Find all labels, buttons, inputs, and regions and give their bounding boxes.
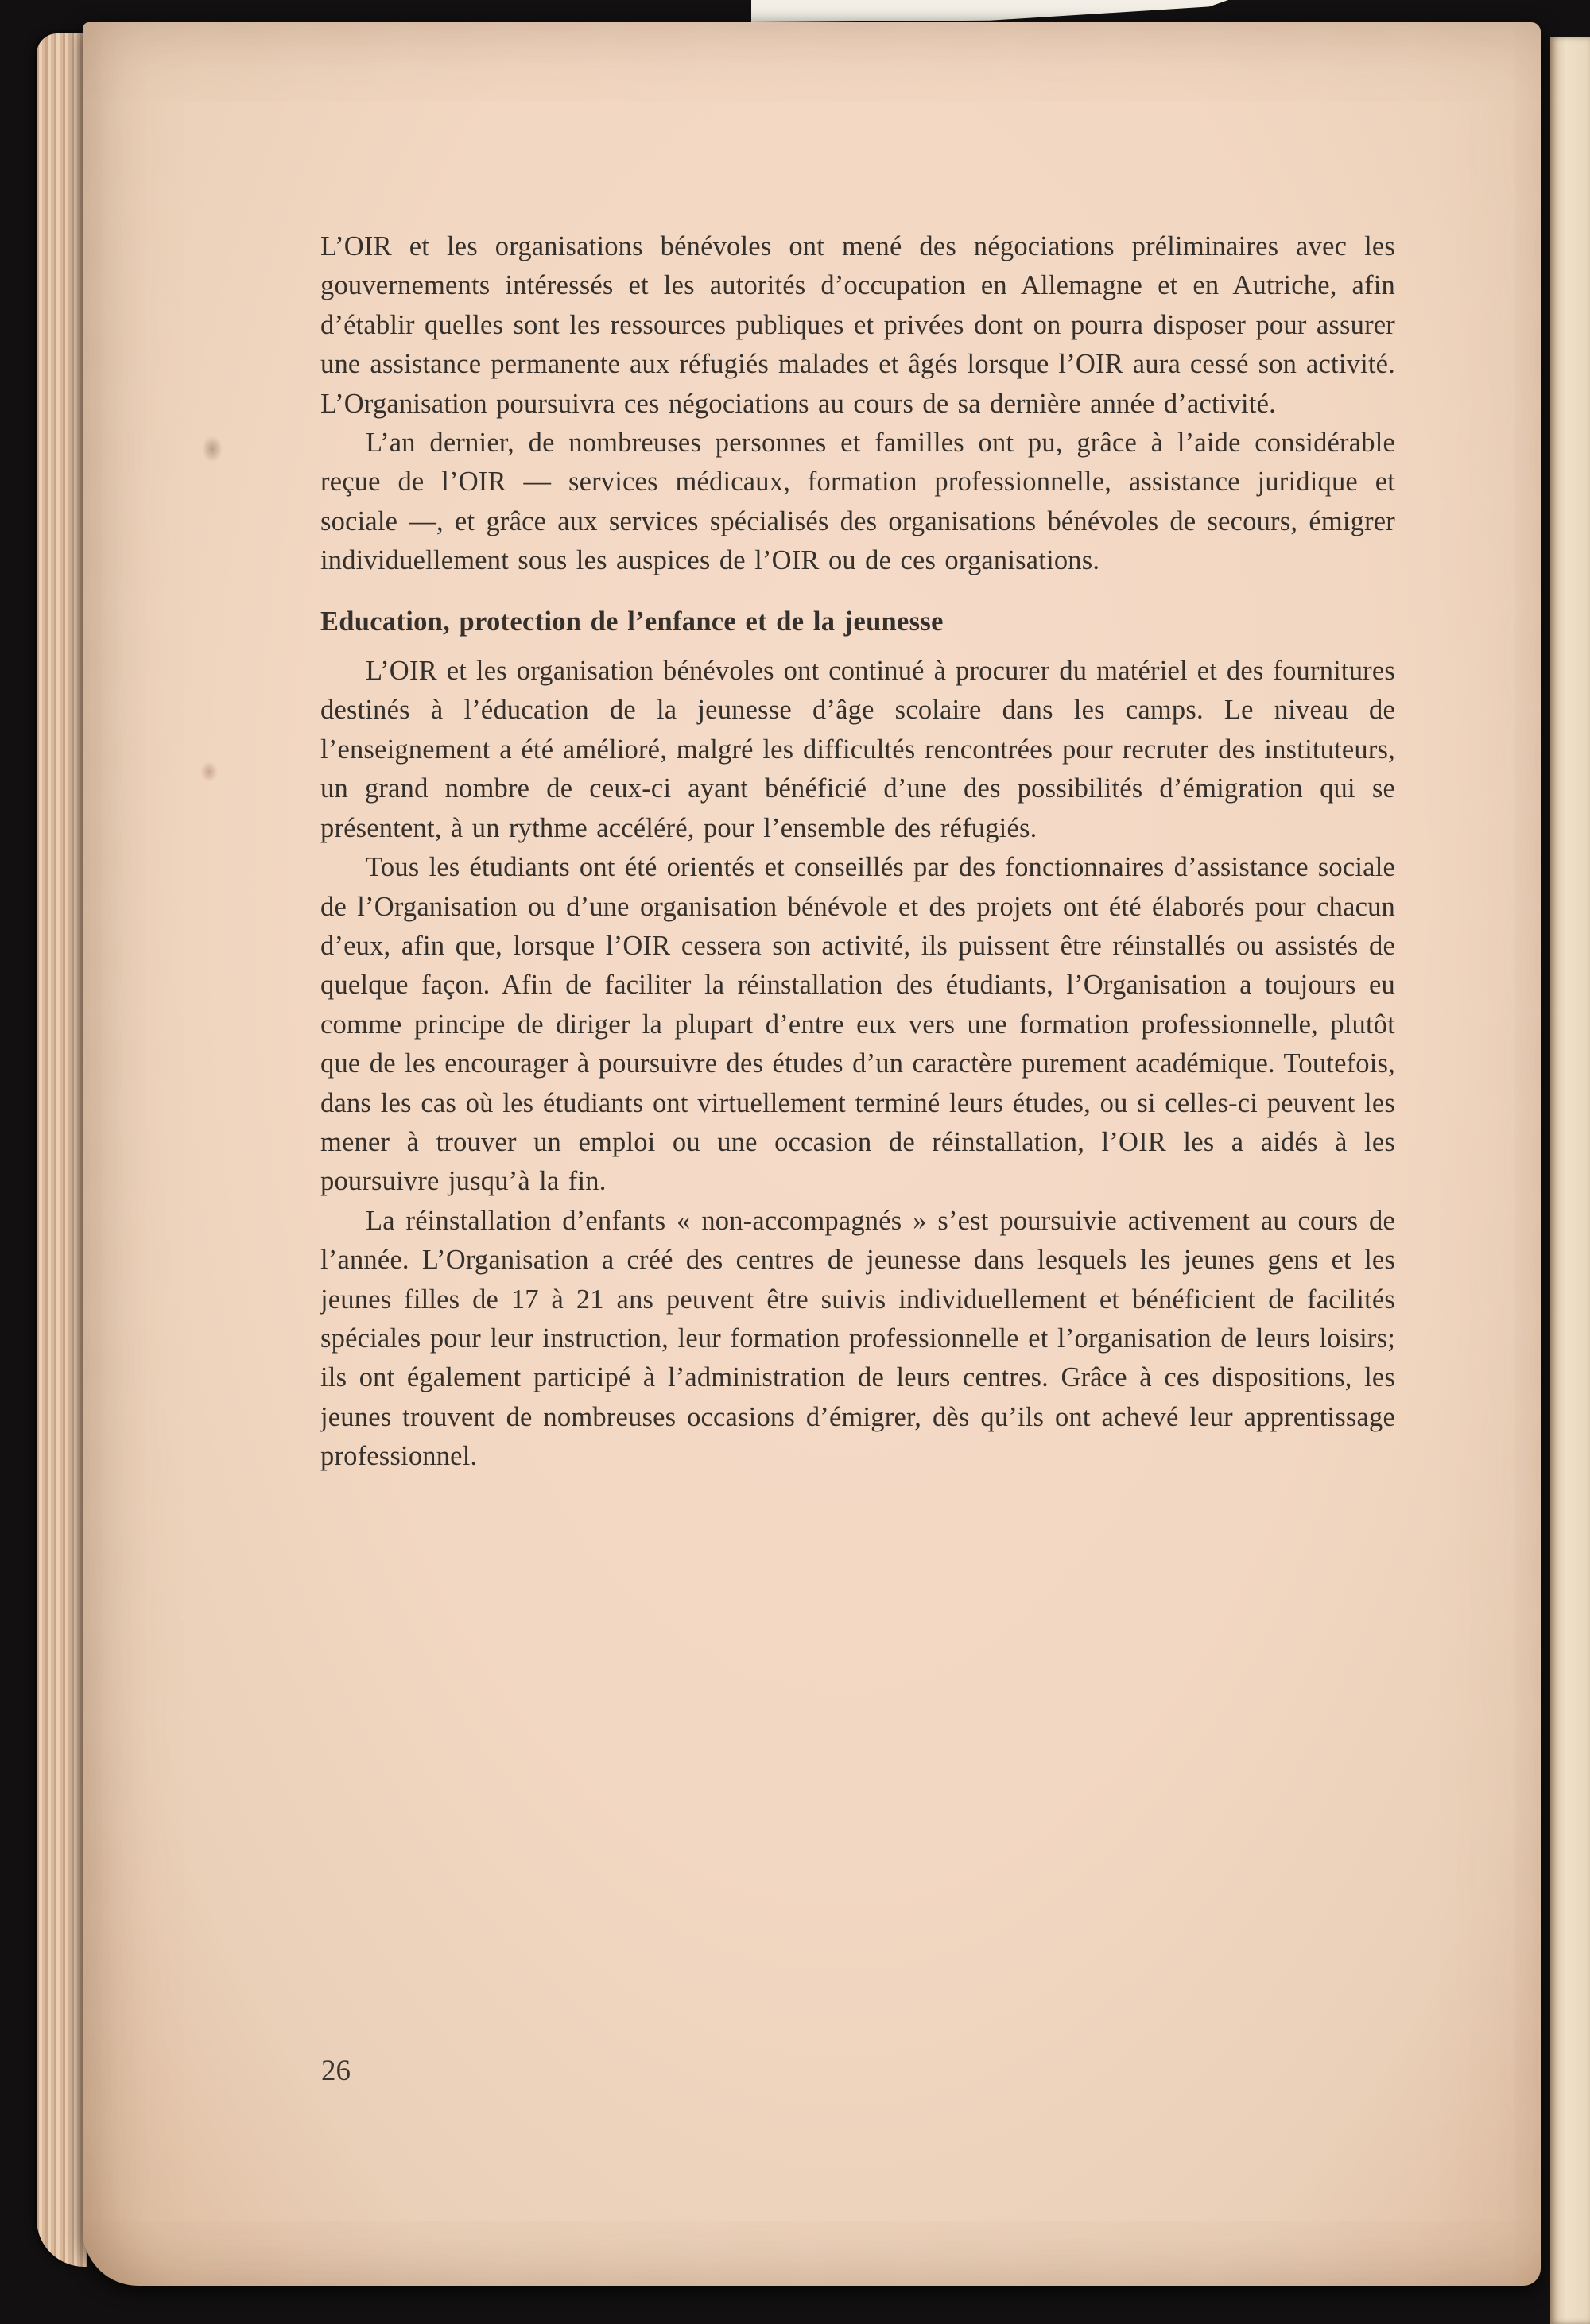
adjacent-page-edge — [1550, 37, 1590, 2324]
paragraph-education-supplies: L’OIR et les organisation bénévoles ont continué à procurer du matériel et des fournitures destinés à l’éducation de la jeunesse d’âge scolaire dans les camps. Le niveau de l’enseignement a été amélioré, malgré les difficultés rencontrées pour recruter des instituteurs, un grand nombre de ceux-ci ayant bénéficié d’une des possibilités d’émigration qui se présentent, à un rythme accéléré, pour l’ensemble des réfugiés. — [320, 656, 1395, 843]
page-number: 26 — [321, 2055, 351, 2087]
scan-smudge — [200, 761, 218, 782]
section-heading-education: Education, protection de l’enfance et de la jeunesse — [320, 606, 944, 637]
scan-smudge — [202, 436, 223, 463]
paragraph-students-guidance: Tous les étudiants ont été orientés et conseillés par des fonctionnaires d’assistance sociale de l’Organisation ou d’une organisation bénévole et des projets ont été élaborés pour chacun d’eux, afin que, lorsque l’OIR cessera son activité, ils puissent être réinstallés ou assistés de quelque façon. Afin de faciliter la réinstallation des étudiants, l’Organisation a toujours eu comme principe de diriger la plupart d’entre eux vers une formation professionnelle, plutôt que de les encourager à poursuivre des études d’un caractère purement académique. Toutefois, dans les cas où les étudiants ont virtuellement terminé leurs études, ou si celles-ci peuvent les mener à trouver un emploi ou une occasion de réinstallation, l’OIR les a aidés à les poursuivre jusqu’à la fin. — [320, 852, 1395, 1197]
paragraph-last-year-aid: L’an dernier, de nombreuses personnes et familles ont pu, grâce à l’aide considérable reçue de l’OIR — services médicaux, formation professionnelle, assistance juridique et sociale —, et grâce aux services spécialisés des organisations bénévoles de secours, émigrer individuellement sous les auspices de l’OIR ou de ces organisations. — [320, 428, 1395, 576]
text-column — [320, 227, 1395, 1477]
page-stack-edge — [37, 33, 87, 2267]
book-page — [83, 22, 1541, 2286]
paragraph-oir-negotiations: L’OIR et les organisations bénévoles ont mené des négociations préliminaires avec les gouvernements intéressés et les autorités d’occupation en Allemagne et en Autriche, afin d’établir quelles sont les ressources publiques et privées dont on pourra disposer pour assurer une assistance permanente aux réfugiés malades et âgés lorsque l’OIR aura cessé son activité. L’Organisation poursuivra ces négociations au cours de sa dernière année d’activité. — [320, 231, 1395, 419]
paragraph-unaccompanied-children: La réinstallation d’enfants « non-accompagnés » s’est poursuivie activement au cours de l’année. L’Organisation a créé des centres de jeunesse dans lesquels les jeunes gens et les jeunes filles de 17 à 21 ans peuvent être suivis individuellement et bénéficient de facilités spéciales pour leur instruction, leur formation professionnelle et l’organisation de leurs loisirs; ils ont également participé à l’administration de leurs centres. Grâce à ces dispositions, les jeunes trouvent de nombreuses occasions d’émigrer, dès qu’ils ont achevé leur apprentissage professionnel. — [320, 1205, 1395, 1472]
paper-slip-top — [751, 0, 1228, 22]
